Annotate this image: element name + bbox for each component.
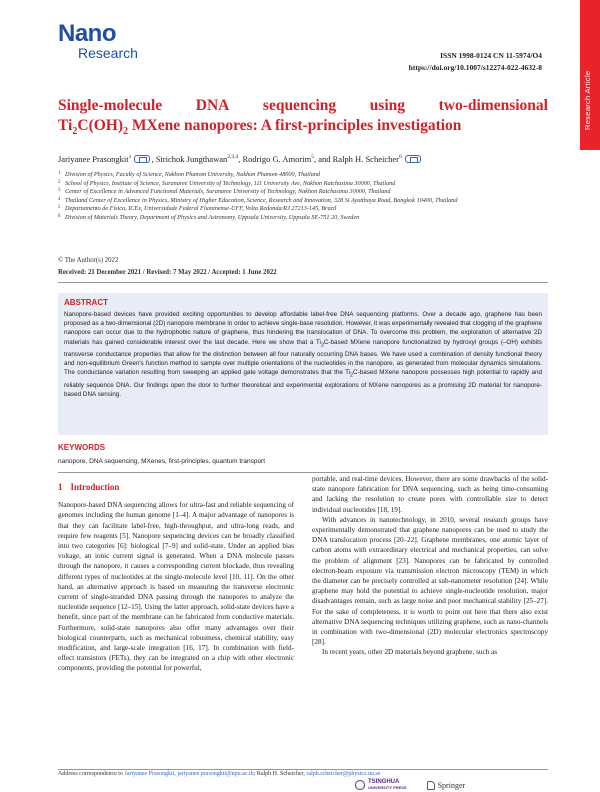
email-link[interactable]: ralph.scheicher@physics.uu.se [306,771,381,777]
title-word: sequencing [262,97,337,114]
title-line-2: $Ti_2C(OH)_2$ MXene nanopores: A first-principles investigation [58,117,462,138]
doi-link[interactable]: https://doi.org/10.1007/s12274-022-4632-8 [408,63,542,72]
tsinghua-logo: TSINGHUA UNIVERSITY PRESS [355,779,407,791]
logo-research: Research [78,45,138,61]
author-name[interactable]: Jariyanee Prasongkit [58,154,129,164]
title-word: Single-molecule [58,97,163,114]
mail-icon[interactable] [405,155,421,163]
left-column [58,482,294,674]
divider [58,769,548,770]
article-title [58,96,548,142]
issn-text: ISSN 1998-0124 CN 11-5974/O4 [440,51,542,60]
affiliation-item: 2 School of Physics, Institute of Science, Suranaree University of Technology, 111 University Ave, Nakhon Ratchasima 30000, Thailand [58,179,396,187]
author-list: Jariyanee Prasongkit$^1$ , Sirichok Jungthawan$^{2,3,4}$, Rodrigo G. Amorim$^5$, and Ralph H. Scheicher$^6$ [58,154,548,164]
correspondence-line: Address correspondence to Jariyanee Prasongkit, jariyanee.prasongkit@npu.ac.th; Ralph H. Scheicher, ralph.scheicher@physics.uu.se [58,771,381,777]
body-paragraph: portable, and real-time devices. However, there are some drawbacks of the solid-state nanopore fabrication for DNA sequencing, such as being time-consuming and lacking the resolution to create pores with controllable size to detect individual nucleotides [18, 19]. [312,475,548,514]
affiliation-item: 1 Division of Physics, Faculty of Science, Nakhon Phanom University, Nakhon Phanom 48000, Thailand [58,171,321,178]
tsinghua-seal-icon [355,780,365,790]
title-line-1 [58,96,548,116]
affiliations [58,171,548,223]
section-heading: 1 Introduction [58,482,120,492]
keywords-text: nanopore, DNA sequencing, MXenes, first-principles, quantum transport [58,458,266,465]
body-paragraph: In recent years, other 2D materials beyond graphene, such as [322,648,498,657]
abstract-box [58,293,548,435]
springer-logo: Springer [427,781,466,790]
received-dates: Received: 21 December 2021 / Revised: 7 May 2022 / Accepted: 1 June 2022 [58,269,277,276]
affiliation-item: 4 Thailand Center of Excellence in Physics, Ministry of Higher Education, Science, Research and Innovation, 328 Si Ayutthaya Road, Bangkok 10400, Thailand [58,196,458,204]
keywords-heading: KEYWORDS [58,443,106,452]
article-type-bar [580,0,600,150]
affiliation-item: 3 Center of Excellence in Advanced Functional Materials, Suranaree University of Technology, Nakhon Ratchasima 30000, Thailand [58,188,391,196]
article-type-label: Research Article [583,70,592,130]
abstract-heading: ABSTRACT [64,298,108,307]
journal-logo[interactable] [58,20,138,68]
author-name[interactable]: Sirichok Jungthawan [155,154,228,164]
logo-nano: Nano [58,20,116,47]
copyright-notice: © The Author(s) 2022 [58,257,119,264]
mail-icon[interactable] [134,155,150,163]
right-column [312,474,548,658]
divider [58,472,548,473]
affiliation-item: 5 Departamento de Física, ICEx, Universidade Federal Fluminense-UFF, Volta Redonda/RJ 27213-145, Brazil [58,205,337,213]
divider [58,282,548,283]
abstract-text: Nanopore-based devices have provided exciting opportunities to develop affordable label-free DNA sequencing platforms. Over a decade ago, graphene has been proposed as a two-dimensional (2D) nanopore membrane in order to achieve single-base resolution. However, it was experimentally revealed that clogging of the graphene nanopore can occur due to the hydrophobic nature of graphene, thus hindering the translocation of DNA. To overcome this problem, the exploration of alternative 2D materials has gained considerable interest over the last decade. Here we show that a $Ti_2C$-based MXene nanopore functionalized by hydroxyl groups (–OH) exhibits transverse conductance properties that allow for the distinction between all four naturally occurring DNA bases. We have used a combination of density functional theory and non-equilibrium Green's function method to sample over multiple orientations of the nucleotides in the nanopore, as generated from molecular dynamics simulations. The conductance variation resulting from sweeping an applied gate voltage demonstrates that the $Ti_2C$-based MXene nanopore possesses high potential to rapidly and reliably sequence DNA. Our findings open the door to further theoretical and experimental explorations of MXene nanopores as a promising 2D material for nanopore-based DNA sensing. [64,311,542,399]
body-paragraph: With advances in nanotechnology, in 2010, several research groups have experimentally demonstrated that graphene nanopores can be used to study the DNA translocation process [20–22]. Graphene membranes, one atomic layer of carbon atoms with extraordinary electrical and mechanical properties, can solve the problem of alignment [23]. Nanopores can be fabricated by controlled electron-beam exposure via transmission electron microscopy (TEM) in which the diameter can be precisely controlled at sub-nanometer resolution [24]. While graphene may hold the potential to achieve single-nucleotide resolution, major disadvantages remain, such as large noise and poor mechanical stability [25–27]. For the sake of completeness, it is worth to point out here that there also exist alternative DNA sequencing techniques utilizing graphene, such as nano-channels in combination with two-dimensional (2D) molecular electronics spectroscopy [28]. [312,515,548,647]
body-paragraph: Nanopore-based DNA sequencing allows for ultra-fast and reliable sequencing of genomes including the human genome [1–4]. A major advantage of nanopores is that they can facilitate label-free, high-throughput, and ultra-long reads, and require few reagents [5]. Nanopore sequencing devices can be broadly classified into two categories [6]: biological [7–9] and solid-state. Under an applied bias voltage, an ionic current signal is generated. When a DNA molecule passes through the nanopore, it causes a corresponding current blockade, thus revealing different types of nucleotides at the single-molecule level [10, 11]. On the other hand, an alternative approach is based on measuring the transverse electronic current of single-stranded DNA passing through the nanopores to analyze the nucleotide sequence [12–15]. Using the latter approach, solid-state devices have a benefit, since part of the membrane can be fabricated from conductive materials. Furthermore, solid-state nanopores also offer many advantages over their biological counterparts, such as mechanical robustness, chemical stability, easy modification, and large-scale integration [16, 17]. In combination with field-effect transistors (FETs), they can be integrated on a chip with other electronic components, providing the potential for powerful, [58,501,294,673]
title-word: two-dimensional [438,97,548,114]
title-word: DNA [195,97,230,114]
affiliation-item: 6 Division of Materials Theory, Department of Physics and Astronomy, Uppsala University, Uppsala SE-751 20, Sweden [58,213,360,221]
springer-horse-icon [427,781,435,790]
issn-block [409,50,542,74]
title-word: using [369,97,406,114]
author-name[interactable]: Ralph H. Scheicher [332,154,399,164]
correspondence-author[interactable]: Jariyanee Prasongkit, [124,771,178,777]
author-name[interactable]: Rodrigo G. Amorim [242,154,312,164]
email-link[interactable]: jariyanee.prasongkit@npu.ac.th [177,771,254,777]
publisher-logos [355,779,465,791]
